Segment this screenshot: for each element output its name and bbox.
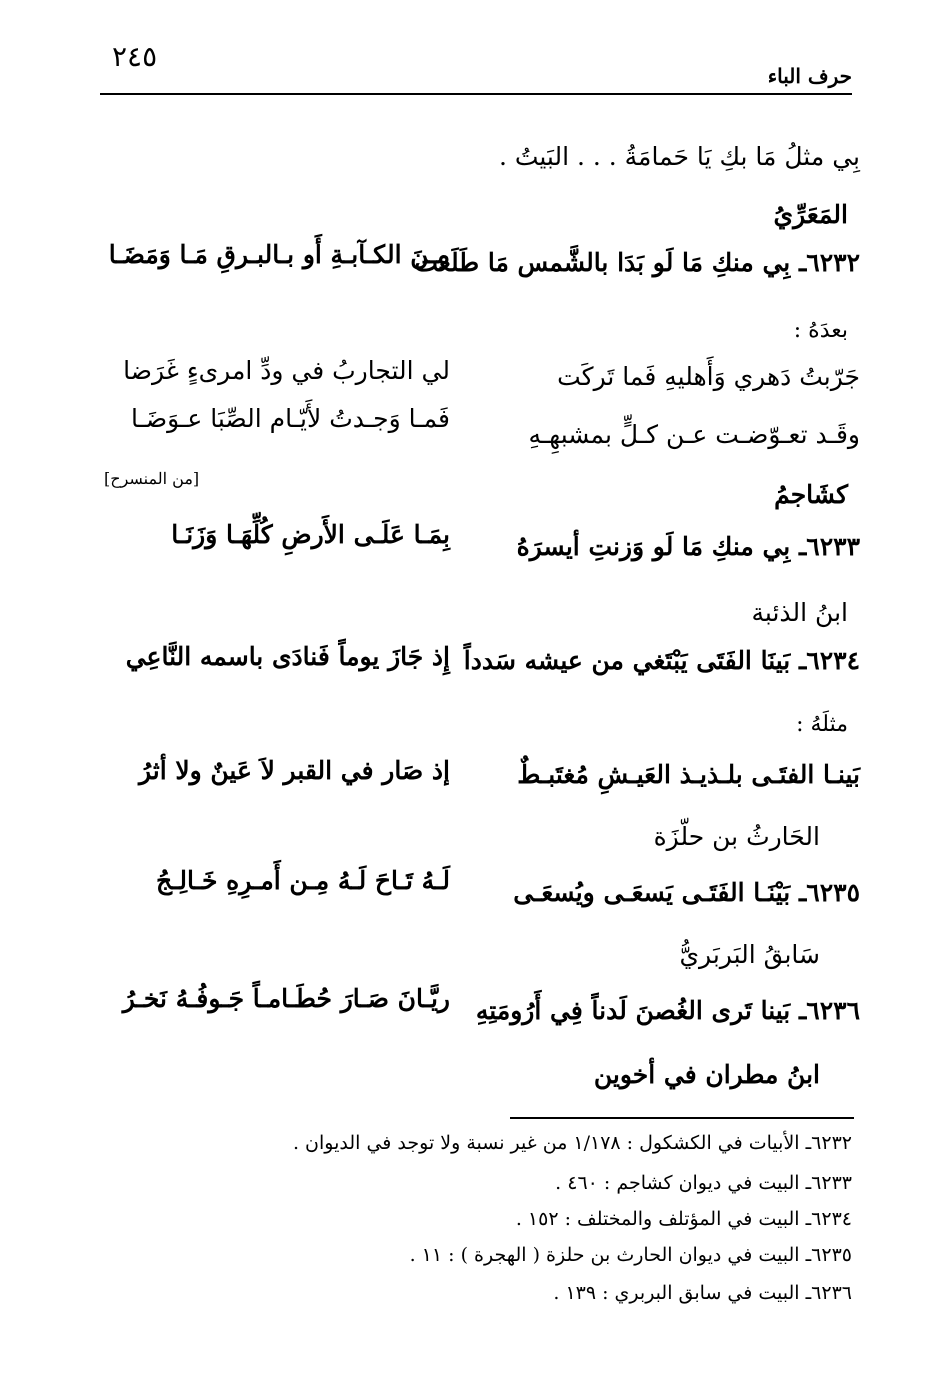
meter-label: [من المنسرح] — [104, 469, 200, 488]
footnote: ٦٢٣٦ـ البيت في سابق البربري : ١٣٩ . — [553, 1282, 852, 1304]
verse-second-hemistich: مِـنَ الكـآبـةِ أَو بـالبـرقِ مَـا وَمَضَـا — [108, 240, 450, 269]
verse-second-hemistich: فَمـا وَجـدتُ لأَيّـام الصِّبَا عـوَضَـا — [130, 404, 450, 433]
note-label: مثلَهُ : — [796, 712, 848, 737]
verse-second-hemistich: إذ صَار في القبر لاَ عَينٌ ولا أثرُ — [138, 756, 450, 785]
footnote: ٦٢٣٤ـ البيت في المؤتلف والمختلف : ١٥٢ . — [515, 1208, 852, 1230]
verse-second-hemistich: إِذ جَازَ يوماً فَنادَى باسمه النَّاعِي — [125, 642, 450, 671]
poet-name: ابنُ الذئبة — [751, 598, 848, 627]
poet-name: الحَارثُ بن حلّزَة — [653, 822, 820, 851]
verse-first-hemistich: ٦٢٣٥ـ بَيْنَـا الفَتَـى يَسعَـى ويُسعَـى — [513, 878, 860, 907]
verse-first-hemistich: بَينـا الفتَـى بلـذيـذ العَيـشِ مُغتَبـطٌ — [517, 760, 860, 789]
verse-first-hemistich: ٦٢٣٣ـ بِي منكِ مَا لَو وَزنتِ أيسرَهُ — [516, 532, 860, 561]
verse-first-hemistich: ٦٢٣٢ـ بِي منكِ مَا لَو بَدَا بالشَّمس مَا طَلَعت — [414, 248, 860, 277]
verse-first-hemistich: جَرّبتُ دَهري وَأَهليهِ فَما تَركَت — [557, 362, 860, 391]
footnote-rule — [510, 1117, 854, 1119]
poet-name: سَابقُ البَربَريُّ — [679, 940, 820, 969]
footnote: ٦٢٣٢ـ الأبيات في الكشكول : ١/١٧٨ من غير نسبة ولا توجد في الديوان . — [292, 1132, 852, 1154]
page-number: ٢٤٥ — [112, 40, 158, 73]
footnote: ٦٢٣٥ـ البيت في ديوان الحارث بن حلزة ( الهجرة ) : ١١ . — [409, 1244, 852, 1266]
verse-second-hemistich: لَـهُ تَـاحَ لَـهُ مِـن أَمـرِهِ خَـالِـجُ — [155, 866, 450, 895]
chapter-title: حرف الباء — [767, 64, 852, 88]
poet-name: ابنُ مطران في أخوين — [593, 1060, 820, 1089]
header-rule — [100, 93, 852, 95]
verse-first-hemistich: ٦٢٣٤ـ بَينَا الفَتَى يَبْتَغي من عيشه سَدداً — [463, 646, 860, 675]
footnote: ٦٢٣٣ـ البيت في ديوان كشاجم : ٤٦٠ . — [555, 1172, 852, 1194]
intro-line: بِي مثلُ مَا بكِ يَا حَمامَةُ . . . البَيتُ . — [498, 142, 860, 171]
verse-second-hemistich: بِمَـا عَلَـى الأَرضِ كُلِّهَـا وَزَنَـا — [171, 520, 450, 549]
verse-second-hemistich: ريَّـانَ صَـارَ حُطَـامـاً جَـوفُـهُ نَخـرُ — [122, 984, 450, 1013]
verse-first-hemistich: ٦٢٣٦ـ بَينا تَرى الغُصنَ لَدناً فِي أَرُومَتِهِ — [475, 996, 860, 1025]
poet-name: كشَاجمُ — [774, 480, 848, 509]
verse-second-hemistich: لي التجاربُ في ودِّ امرىءٍ غَرَضا — [123, 356, 450, 385]
verse-first-hemistich: وقَـد تعـوّضـت عـن كـلٍّ بمشبهِـهِ — [528, 420, 860, 449]
poet-name: المَعَرِّيُ — [773, 200, 848, 229]
note-label: بعدَهُ : — [793, 318, 848, 343]
